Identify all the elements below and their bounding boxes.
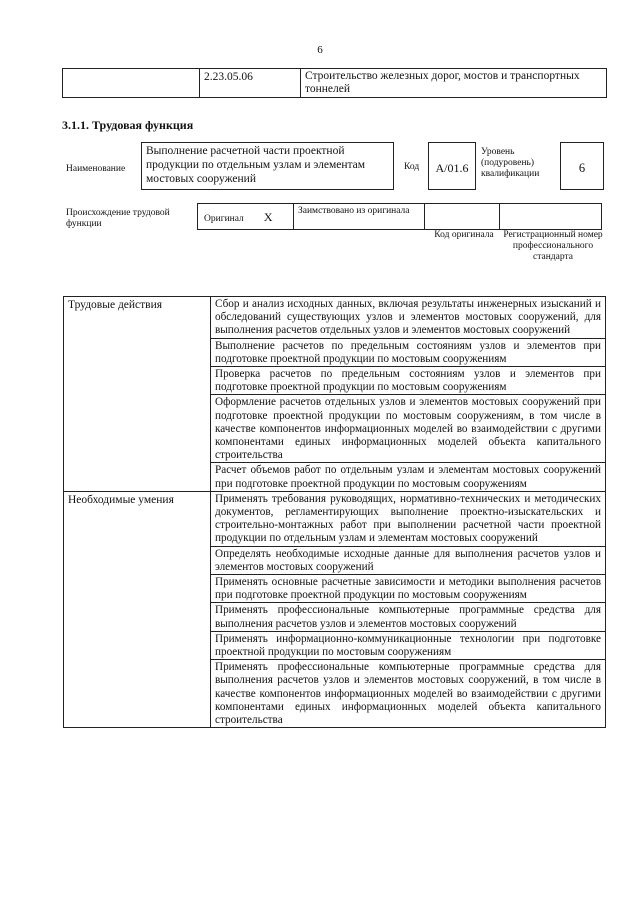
table-row bbox=[64, 297, 606, 339]
original-cell bbox=[198, 204, 294, 230]
borrowed-label: Заимствовано из оригинала bbox=[298, 206, 410, 216]
table-cell: Применять профессиональные компьютерные программные средства для выполнения расчетов узлов и элементов мостовых сооружений, в том числе в качестве компонентов информационных моделей во взаимодействии с другими компонентами единых информационных моделей объекта капитального строительства bbox=[211, 660, 606, 728]
code-caption: Код оригинала bbox=[434, 230, 494, 240]
page-number: 6 bbox=[317, 44, 323, 56]
reg-number-cell bbox=[500, 204, 602, 230]
top-text-cell: Строительство железных дорог, мостов и транспортных тоннелей bbox=[301, 69, 607, 98]
main-table bbox=[63, 296, 606, 728]
category-cell: Трудовые действия bbox=[64, 297, 211, 492]
level-label: Уровень (подуровень) квалификации bbox=[481, 147, 540, 179]
top-code-cell: 2.23.05.06 bbox=[200, 69, 301, 98]
top-empty-cell bbox=[63, 69, 200, 98]
reg-caption: Регистрационный номер профессионального стандарта bbox=[503, 230, 603, 262]
table-cell: Проверка расчетов по предельным состояниям узлов и элементов при подготовке проектной продукции по мостовым сооружениям bbox=[211, 367, 606, 395]
category-cell: Необходимые умения bbox=[64, 491, 211, 727]
table-cell: Применять профессиональные компьютерные программные средства для выполнения расчетов узлов и элементов мостовых сооружений bbox=[211, 603, 606, 631]
original-label: Оригинал bbox=[204, 214, 244, 224]
table-cell: Выполнение расчетов по предельным состояниям узлов и элементов при подготовке проектной продукции по мостовым сооружениям bbox=[211, 338, 606, 366]
borrowed-cell bbox=[294, 204, 425, 230]
origin-label: Происхождение трудовой функции bbox=[66, 208, 170, 229]
section-heading: 3.1.1. Трудовая функция bbox=[62, 118, 194, 132]
table-cell: Применять основные расчетные зависимости и методики выполнения расчетов при подготовке проектной продукции по мостовым сооружениям bbox=[211, 575, 606, 603]
code-label: Код bbox=[404, 162, 420, 172]
function-name-box: Выполнение расчетной части проектной продукции по отдельным узлам и элементам мостовых сооружений bbox=[141, 142, 394, 190]
name-label: Наименование bbox=[66, 164, 126, 174]
table-row bbox=[64, 491, 606, 546]
table-cell: Определять необходимые исходные данные для выполнения расчетов узлов и элементов мостовых сооружений bbox=[211, 546, 606, 574]
origin-table bbox=[197, 203, 602, 230]
table-cell: Применять требования руководящих, нормативно-технических и методических документов, регламентирующих выполнение проектно-изыскательских и строительно-монтажных работ при выполнении расчетной части проектной продукции по отдельным узлам и элементам мостовых сооружений bbox=[211, 491, 606, 546]
level-value-box: 6 bbox=[560, 142, 604, 190]
table-cell: Расчет объемов работ по отдельным узлам и элементам мостовых сооружений при подготовке проектной продукции по мостовым сооружениям bbox=[211, 463, 606, 491]
table-cell: Применять информационно-коммуникационные технологии при подготовке проектной продукции по мостовым сооружениям bbox=[211, 631, 606, 659]
top-continuation-table bbox=[62, 68, 607, 98]
origin-code-cell bbox=[425, 204, 500, 230]
table-cell: Оформление расчетов отдельных узлов и элементов мостовых сооружений при подготовке проектной продукции по мостовым сооружениям, в том числе в качестве компонентов информационных моделей во взаимодействии с другими компонентами единых информационных моделей объекта капитального строительства bbox=[211, 395, 606, 463]
original-mark: X bbox=[263, 210, 273, 224]
function-code-box: A/01.6 bbox=[428, 142, 476, 190]
table-cell: Сбор и анализ исходных данных, включая результаты инженерных изысканий и обследований существующих узлов и элементов мостовых сооружений, для выполнения расчетов отдельных узлов и элементов мостовых сооружений bbox=[211, 297, 606, 339]
